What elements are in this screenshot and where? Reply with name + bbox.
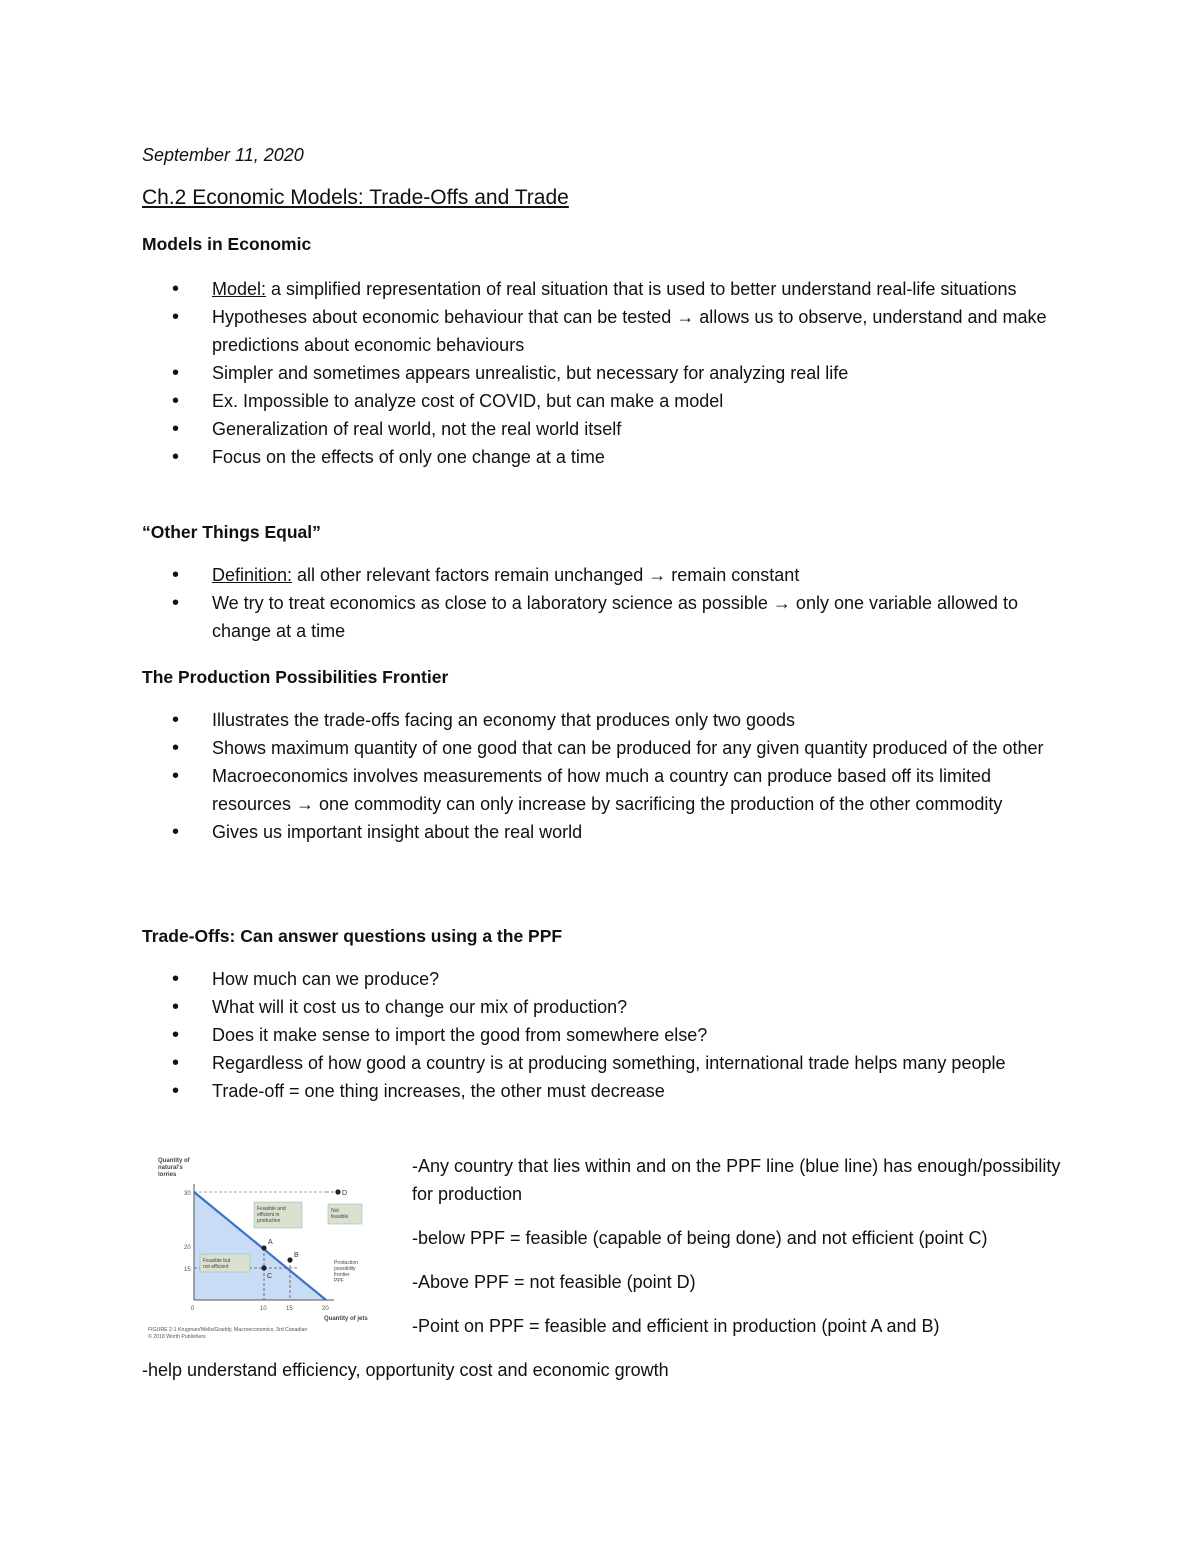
list-item: • Trade-off = one thing increases, the other must decrease xyxy=(142,1077,1062,1105)
list-item: • Macroeconomics involves measurements of how much a country can produce based off its limited resources → one commodity can only increase by sacrificing the production of the other commodity xyxy=(142,762,1062,818)
figure-credit: © 2018 Worth Publishers xyxy=(148,1334,206,1340)
closing-note: -help understand efficiency, opportunity cost and economic growth xyxy=(142,1360,669,1380)
figure-caption: FIGURE 2-1 Krugman/Wells/Graddy, Macroeconomics, 3rd Canadian xyxy=(148,1327,308,1333)
bullet-list-models xyxy=(142,275,1062,471)
point-d xyxy=(335,1189,340,1194)
list-item: • Generalization of real world, not the real world itself xyxy=(142,415,1062,443)
list-item: • How much can we produce? xyxy=(142,965,1062,993)
list-item: • Shows maximum quantity of one good that can be produced for any given quantity produced of the other xyxy=(142,734,1062,762)
callout-feasible-efficient: Feasible and efficient in production xyxy=(257,1206,286,1224)
term-label: Definition: xyxy=(212,565,293,585)
x-tick: 0 xyxy=(191,1306,195,1312)
section-heading-other-things-equal: “Other Things Equal” xyxy=(142,522,321,542)
list-item: • Hypotheses about economic behaviour that can be tested → allows us to observe, understand and make predictions about economic behaviours xyxy=(142,303,1062,359)
section-heading-models: Models in Economic xyxy=(142,234,312,254)
point-label-b: B xyxy=(294,1252,299,1259)
list-item: • What will it cost us to change our mix of production? xyxy=(142,993,1062,1021)
x-tick: 10 xyxy=(260,1306,267,1312)
figure-notes xyxy=(412,1152,1072,1356)
list-item: • Regardless of how good a country is at producing something, international trade helps many people xyxy=(142,1049,1062,1077)
document-date: September 11, 2020 xyxy=(142,145,304,165)
list-item: • Does it make sense to import the good from somewhere else? xyxy=(142,1021,1062,1049)
y-tick: 15 xyxy=(184,1267,191,1273)
bullet-list-trade-offs xyxy=(142,965,1062,1105)
callout-not-feasible: Not feasible xyxy=(331,1208,349,1220)
section-heading-trade-offs: Trade-Offs: Can answer questions using a the PPF xyxy=(142,926,563,946)
ppf-diagram xyxy=(148,1150,380,1342)
bullet-list-other-things-equal xyxy=(142,561,1062,645)
document-title: Ch.2 Economic Models: Trade-Offs and Trade xyxy=(142,186,569,209)
y-tick: 20 xyxy=(184,1245,191,1251)
point-label-d: D xyxy=(342,1190,348,1197)
list-item: • Illustrates the trade-offs facing an economy that produces only two goods xyxy=(142,706,1062,734)
callout-feasible-not-efficient: Feasible but not efficient xyxy=(203,1258,231,1270)
note-paragraph: -Above PPF = not feasible (point D) xyxy=(412,1272,696,1292)
list-item: • Model: a simplified representation of real situation that is used to better understand real-life situations xyxy=(142,275,1062,303)
y-axis-label: Quantity of natural's lorries xyxy=(158,1158,190,1178)
callout-ppf: Production possibility frontier PPF xyxy=(334,1260,358,1284)
point-label-a: A xyxy=(268,1239,273,1246)
point-b xyxy=(287,1257,292,1262)
section-heading-ppf: The Production Possibilities Frontier xyxy=(142,667,449,687)
x-tick: 15 xyxy=(286,1306,293,1312)
note-paragraph: -below PPF = feasible (capable of being done) and not efficient (point C) xyxy=(412,1228,988,1248)
ppf-figure xyxy=(148,1150,380,1342)
list-item: • Ex. Impossible to analyze cost of COVID, but can make a model xyxy=(142,387,1062,415)
list-item: • Focus on the effects of only one change at a time xyxy=(142,443,1062,471)
list-item: • Definition: all other relevant factors remain unchanged → remain constant xyxy=(142,561,1062,589)
note-paragraph: -Any country that lies within and on the PPF line (blue line) has enough/possibility for production xyxy=(412,1156,1061,1204)
list-item: • Gives us important insight about the real world xyxy=(142,818,1062,846)
bullet-list-ppf xyxy=(142,706,1062,846)
point-a xyxy=(261,1245,266,1250)
x-tick: 20 xyxy=(322,1306,329,1312)
list-item: • We try to treat economics as close to a laboratory science as possible → only one variable allowed to change at a time xyxy=(142,589,1062,645)
list-item: • Simpler and sometimes appears unrealistic, but necessary for analyzing real life xyxy=(142,359,1062,387)
point-c xyxy=(261,1265,266,1270)
term-label: Model: xyxy=(212,279,267,299)
point-label-c: C xyxy=(267,1273,273,1280)
note-paragraph: -Point on PPF = feasible and efficient in production (point A and B) xyxy=(412,1316,940,1336)
x-axis-label: Quantity of jets xyxy=(324,1316,368,1322)
y-tick: 30 xyxy=(184,1191,191,1197)
